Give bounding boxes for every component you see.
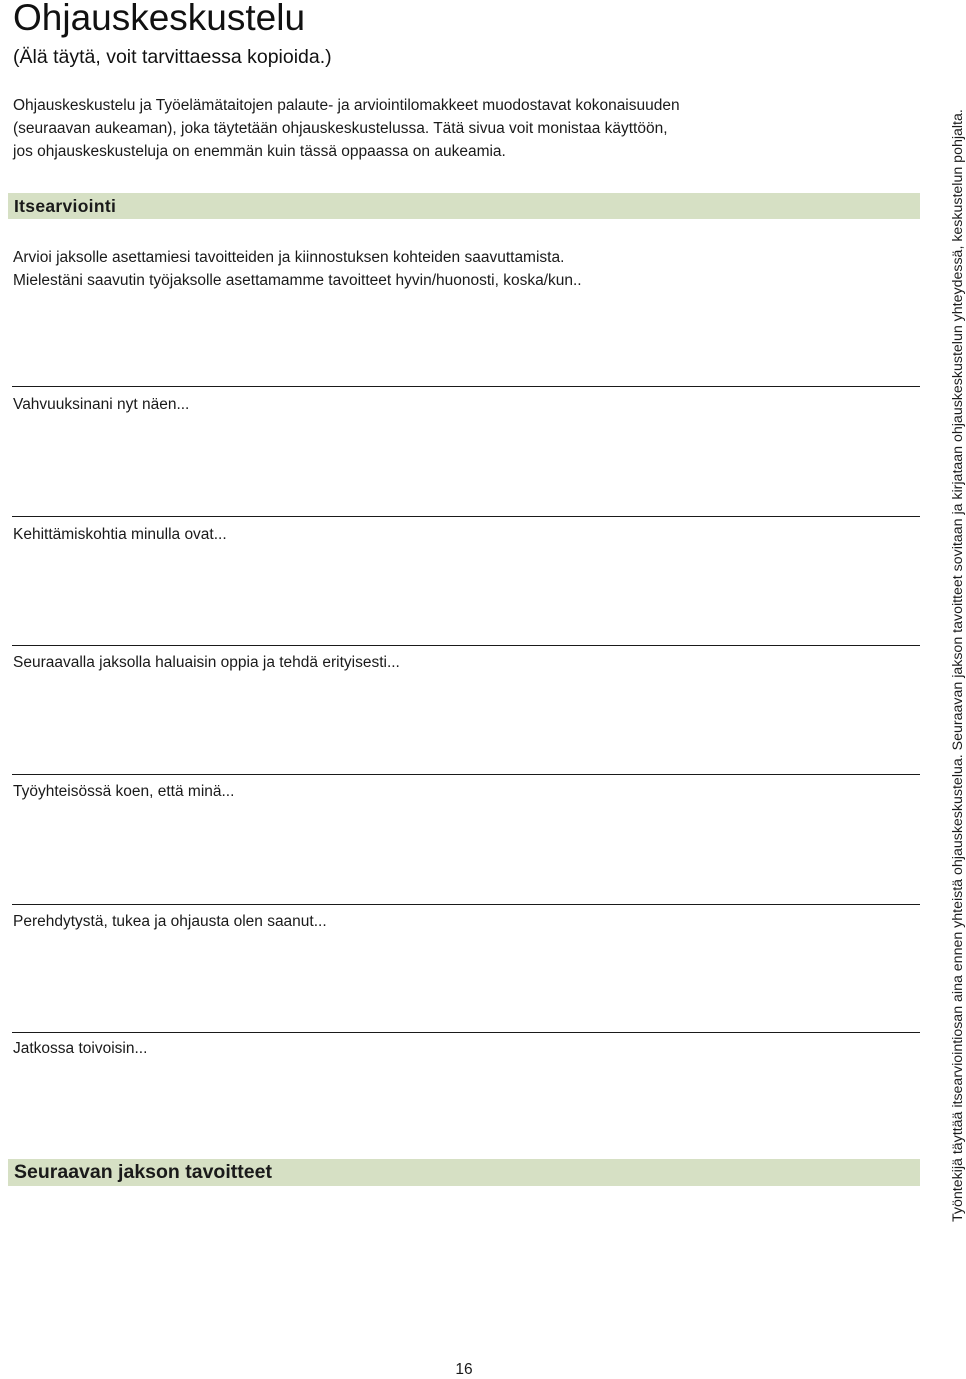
writing-line-divider	[12, 904, 920, 905]
writing-line-divider	[12, 516, 920, 517]
page-subtitle: (Älä täytä, voit tarvittaessa kopioida.)	[13, 46, 332, 68]
instruction-line: Arvioi jaksolle asettamiesi tavoitteiden ja kiinnostuksen kohteiden saavuttamista.	[13, 249, 565, 266]
self-assessment-instructions	[13, 246, 582, 292]
section-heading-bar-next-goals	[8, 1159, 920, 1186]
prompt-work-community: Työyhteisössä koen, että minä...	[13, 783, 235, 800]
prompt-next-period-learning: Seuraavalla jaksolla haluaisin oppia ja tehdä erityisesti...	[13, 654, 400, 671]
intro-line: jos ohjauskeskusteluja on enemmän kuin tässä oppaassa on aukeamia.	[13, 143, 506, 160]
prompt-orientation-support: Perehdytystä, tukea ja ohjausta olen saanut...	[13, 913, 327, 930]
writing-line-divider	[12, 774, 920, 775]
prompt-development-areas: Kehittämiskohtia minulla ovat...	[13, 526, 227, 543]
vertical-side-note: Työntekijä täyttää itsearviointiosan aina ennen yhteistä ohjauskeskustelua. Seuraavan jakson tavoitteet sovitaan ja kirjataan ohjauskeskustelun yhteydessä, keskustelun pohjalta.	[950, 109, 966, 1222]
intro-paragraph	[13, 94, 913, 163]
section-heading-next-goals: Seuraavan jakson tavoitteet	[14, 1161, 272, 1183]
intro-line: (seuraavan aukeaman), joka täytetään ohjauskeskustelussa. Tätä sivua voit monistaa käyttöön,	[13, 120, 668, 137]
section-heading-bar-itsearviointi	[8, 193, 920, 219]
prompt-wishes: Jatkossa toivoisin...	[13, 1040, 148, 1057]
page-title: Ohjauskeskustelu	[13, 0, 306, 38]
page-number: 16	[455, 1361, 473, 1378]
instruction-line: Mielestäni saavutin työjaksolle asettamamme tavoitteet hyvin/huonosti, koska/kun..	[13, 272, 582, 289]
writing-line-divider	[12, 1032, 920, 1033]
writing-line-divider	[12, 645, 920, 646]
intro-line: Ohjauskeskustelu ja Työelämätaitojen palaute- ja arviointilomakkeet muodostavat kokonaisuuden	[13, 97, 680, 114]
writing-line-divider	[12, 386, 920, 387]
prompt-strengths: Vahvuuksinani nyt näen...	[13, 396, 190, 413]
section-heading-itsearviointi: Itsearviointi	[14, 196, 117, 216]
